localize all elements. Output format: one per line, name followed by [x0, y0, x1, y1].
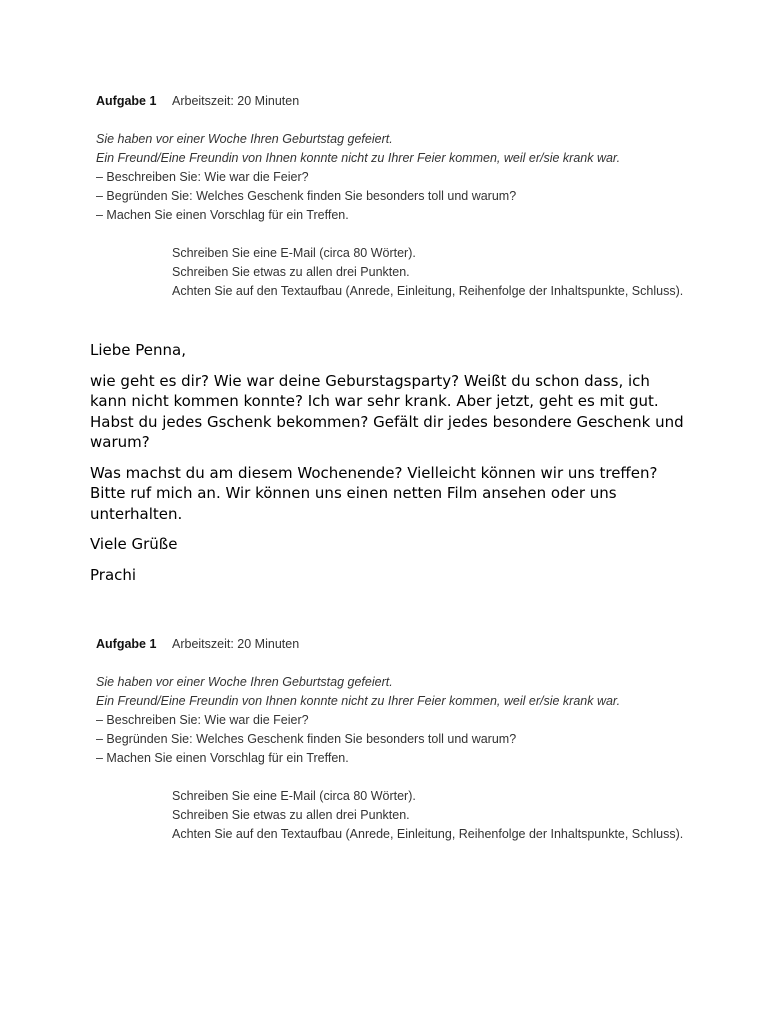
task-intro-line: Ein Freund/Eine Freundin von Ihnen konnte nicht zu Ihrer Feier kommen, weil er/sie krank war.	[96, 694, 621, 708]
task-instruction-line: Schreiben Sie eine E-Mail (circa 80 Wörter).	[172, 789, 416, 803]
task-point: – Beschreiben Sie: Wie war die Feier?	[96, 170, 309, 184]
letter-signature: Prachi	[90, 565, 137, 584]
letter-paragraph: wie geht es dir? Wie war deine Geburstagsparty? Weißt du schon dass, ich kann nicht kommen konnte? Ich war sehr krank. Aber jetzt, geht es mit gut. Habst du jedes Gschenk bekommen? Gefält dir jedes besondere Geschenk und warum?	[90, 371, 684, 451]
task-intro-line: Sie haben vor einer Woche Ihren Geburtstag gefeiert.	[96, 675, 393, 689]
task-point: – Machen Sie einen Vorschlag für ein Treffen.	[96, 751, 349, 765]
task-time: Arbeitszeit: 20 Minuten	[172, 637, 300, 651]
task-point: – Machen Sie einen Vorschlag für ein Treffen.	[96, 208, 349, 222]
task-header	[96, 635, 696, 654]
task-intro-line: Ein Freund/Eine Freundin von Ihnen konnte nicht zu Ihrer Feier kommen, weil er/sie krank war.	[96, 151, 621, 165]
letter-greeting: Liebe Penna,	[90, 341, 186, 359]
task-point: – Begründen Sie: Welches Geschenk finden Sie besonders toll und warum?	[96, 189, 517, 203]
task-intro	[96, 673, 696, 711]
task-instructions	[96, 787, 696, 844]
task-instruction-line: Achten Sie auf den Textaufbau (Anrede, Einleitung, Reihenfolge der Inhaltspunkte, Schluss).	[172, 827, 684, 841]
task-instruction-line: Achten Sie auf den Textaufbau (Anrede, Einleitung, Reihenfolge der Inhaltspunkte, Schluss).	[172, 284, 684, 298]
task-intro	[96, 130, 696, 168]
task-prompt-bottom	[96, 635, 696, 844]
task-instructions	[96, 244, 696, 301]
task-instruction-line: Schreiben Sie etwas zu allen drei Punkten.	[172, 265, 410, 279]
task-instruction-line: Schreiben Sie etwas zu allen drei Punkten.	[172, 808, 410, 822]
task-points	[96, 711, 696, 768]
task-intro-line: Sie haben vor einer Woche Ihren Geburtstag gefeiert.	[96, 132, 393, 146]
task-point: – Beschreiben Sie: Wie war die Feier?	[96, 713, 309, 727]
letter-body	[90, 340, 690, 595]
task-point: – Begründen Sie: Welches Geschenk finden Sie besonders toll und warum?	[96, 732, 517, 746]
task-time: Arbeitszeit: 20 Minuten	[172, 94, 300, 108]
letter-closing: Viele Grüße	[90, 535, 178, 553]
task-label: Aufgabe 1	[96, 637, 157, 651]
task-instruction-line: Schreiben Sie eine E-Mail (circa 80 Wörter).	[172, 246, 416, 260]
task-points	[96, 168, 696, 225]
task-header	[96, 92, 696, 111]
task-label: Aufgabe 1	[96, 94, 157, 108]
letter-paragraph: Was machst du am diesem Wochenende? Vielleicht können wir uns treffen? Bitte ruf mich an. Wir können uns einen netten Film ansehen oder uns unterhalten.	[90, 463, 658, 523]
task-prompt-top	[96, 92, 696, 301]
